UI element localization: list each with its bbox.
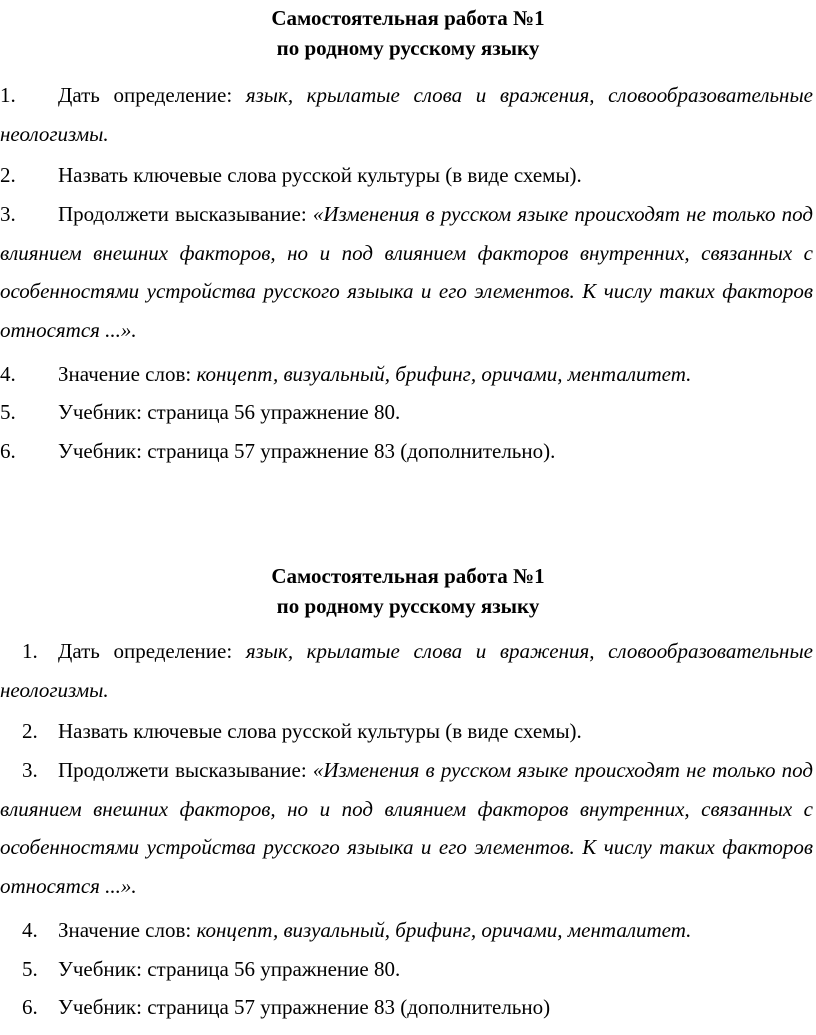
item-text: Учебник: страница 56 упражнение 80. xyxy=(58,400,401,424)
item-number: 5. xyxy=(22,957,38,981)
item-number: 2. xyxy=(22,719,38,743)
item-number: 5. xyxy=(0,400,16,424)
list-item-4 xyxy=(0,911,813,950)
item-italic-text: концепт, визуальный, брифинг, оричами, менталитет. xyxy=(196,362,692,386)
title-line-2: по родному русскому языку xyxy=(276,36,540,60)
item-number: 1. xyxy=(22,639,38,663)
item-number: 1. xyxy=(0,83,16,107)
item-text: Значение слов: xyxy=(58,918,197,942)
list-item-1 xyxy=(0,632,813,709)
item-number: 4. xyxy=(22,918,38,942)
item-italic-text: язык, крылатые слова и вражения, словообразовательные неологизмы xyxy=(0,639,813,702)
item-number: 6. xyxy=(0,439,16,463)
item-text: Дать определение: xyxy=(58,639,246,663)
list-item-2 xyxy=(0,156,813,195)
list-item-6 xyxy=(0,432,813,471)
item-text: Учебник: страница 57 упражнение 83 (дополнительно). xyxy=(58,439,556,463)
item-text: Продолжети высказывание: xyxy=(58,758,313,782)
item-number: 3. xyxy=(22,758,38,782)
item-tail: . xyxy=(103,121,109,146)
item-tail: . xyxy=(131,317,137,342)
item-italic-text: язык, крылатые слова и вражения, словообразовательные неологизмы xyxy=(0,83,813,146)
item-tail: . xyxy=(131,873,137,898)
section-title xyxy=(0,561,816,621)
title-line-1: Самостоятельная работа №1 xyxy=(271,6,545,30)
item-italic-text: концепт, визуальный, брифинг, оричами, менталитет. xyxy=(196,918,692,942)
list-item-4 xyxy=(0,355,813,394)
list-item-2 xyxy=(0,712,813,751)
item-number: 2. xyxy=(0,163,16,187)
item-text: Дать определение: xyxy=(58,83,246,107)
title-line-2: по родному русскому языку xyxy=(276,594,540,618)
item-number: 6. xyxy=(22,995,38,1019)
item-number: 4. xyxy=(0,362,16,386)
list-item-3 xyxy=(0,751,813,905)
title-line-1: Самостоятельная работа №1 xyxy=(271,564,545,588)
item-text: Значение слов: xyxy=(58,362,197,386)
item-number: 3. xyxy=(0,202,16,226)
item-text: Назвать ключевые слова русской культуры (в виде схемы). xyxy=(58,719,582,743)
item-text: Учебник: страница 57 упражнение 83 (дополнительно) xyxy=(58,995,551,1019)
item-italic-text: «Изменения в русском языке происходят не только под влиянием внешних факторов, но и под влиянием факторов внутренних, связанных с особенностями устройства русского языыка и его элементов. К числу таких факторов относятся ...» xyxy=(0,758,814,898)
item-text: Продолжети высказывание: xyxy=(58,202,313,226)
item-text: Учебник: страница 56 упражнение 80. xyxy=(58,957,401,981)
section-title xyxy=(0,3,816,63)
list-item-5 xyxy=(0,950,813,989)
item-tail: . xyxy=(103,677,109,702)
list-item-3 xyxy=(0,195,813,349)
list-item-6 xyxy=(0,988,813,1027)
list-item-1 xyxy=(0,76,813,153)
item-italic-text: «Изменения в русском языке происходят не только под влиянием внешних факторов, но и под влиянием факторов внутренних, связанных с особенностями устройства русского языыка и его элементов. К числу таких факторов относятся ...» xyxy=(0,202,814,342)
item-text: Назвать ключевые слова русской культуры (в виде схемы). xyxy=(58,163,582,187)
list-item-5 xyxy=(0,393,813,432)
